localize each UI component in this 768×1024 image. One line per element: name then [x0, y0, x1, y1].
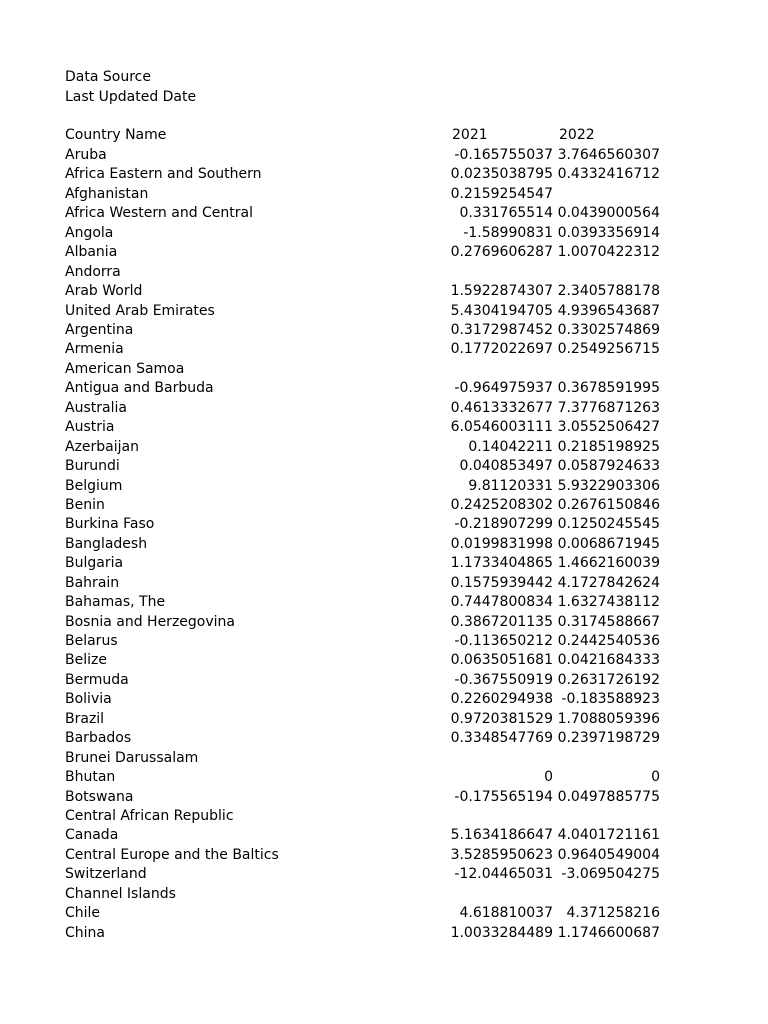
- country-name-cell: Barbados: [65, 730, 132, 747]
- value-2021-cell: -0.367550919: [454, 671, 553, 688]
- table-row: [0, 321, 768, 340]
- header-year-2022: 2022: [559, 127, 595, 143]
- table-row: [0, 671, 768, 690]
- value-2022-cell: 0.1250245545: [557, 516, 660, 533]
- value-2022-cell: 2.3405788178: [557, 283, 660, 300]
- table-row: [0, 340, 768, 359]
- table-row: [0, 885, 768, 904]
- country-name-cell: Burkina Faso: [65, 516, 155, 533]
- value-2021-cell: 0.2769606287: [450, 244, 553, 261]
- table-row: [0, 904, 768, 923]
- table-row: [0, 613, 768, 632]
- country-name-cell: Benin: [65, 496, 105, 513]
- data-source-label: Data Source: [65, 69, 151, 85]
- table-row: [0, 379, 768, 398]
- value-2022-cell: 0.2549256715: [557, 341, 660, 358]
- value-2021-cell: 0.0235038795: [450, 166, 553, 183]
- value-2021-cell: -0.175565194: [454, 788, 553, 805]
- table-row: [0, 846, 768, 865]
- header-year-2021: 2021: [452, 127, 488, 143]
- value-2022-cell: 0.9640549004: [557, 846, 660, 863]
- country-name-cell: Bahrain: [65, 574, 120, 591]
- value-2021-cell: -0.165755037: [454, 147, 553, 163]
- table-row: [0, 690, 768, 709]
- country-name-cell: Switzerland: [65, 866, 147, 883]
- country-name-cell: Central Europe and the Baltics: [65, 846, 279, 863]
- table-row: [0, 146, 768, 165]
- table-row: [0, 263, 768, 282]
- country-name-cell: Bermuda: [65, 671, 129, 688]
- country-name-cell: Belarus: [65, 633, 118, 649]
- country-name-cell: Arab World: [65, 283, 143, 300]
- value-2022-cell: 0.3174588667: [557, 613, 660, 630]
- value-2021-cell: 5.4304194705: [450, 302, 553, 319]
- value-2021-cell: -0.113650212: [454, 633, 553, 649]
- country-name-cell: Bosnia and Herzegovina: [65, 613, 235, 630]
- value-2021-cell: 0.3867201135: [450, 613, 553, 630]
- table-row: [0, 710, 768, 729]
- country-name-cell: Canada: [65, 827, 119, 844]
- country-name-cell: Chile: [65, 905, 101, 922]
- value-2022-cell: 0.0068671945: [557, 535, 660, 552]
- value-2022-cell: 0.2676150846: [557, 496, 660, 513]
- country-name-cell: Austria: [65, 419, 115, 436]
- value-2021-cell: 0.14042211: [468, 438, 553, 455]
- value-2021-cell: 0.3348547769: [450, 730, 553, 747]
- country-name-cell: Angola: [65, 224, 114, 241]
- table-row: [0, 865, 768, 884]
- value-2022-cell: 1.6327438112: [557, 594, 660, 611]
- country-name-cell: Australia: [65, 399, 127, 416]
- table-row: [0, 477, 768, 496]
- value-2022-cell: 0.0439000564: [557, 205, 660, 222]
- value-2022-cell: 0.0393356914: [557, 224, 660, 241]
- value-2021-cell: 0.4613332677: [450, 399, 553, 416]
- value-2021-cell: 0.0199831998: [450, 535, 553, 552]
- country-name-cell: Africa Eastern and Southern: [65, 166, 262, 183]
- value-2022-cell: 5.9322903306: [557, 477, 660, 494]
- last-updated-label: Last Updated Date: [65, 89, 197, 105]
- table-row: [0, 302, 768, 321]
- value-2022-cell: 0.2631726192: [557, 671, 660, 688]
- value-2021-cell: 9.81120331: [468, 477, 553, 494]
- value-2021-cell: 6.0546003111: [450, 419, 553, 436]
- value-2021-cell: -12.04465031: [454, 866, 553, 883]
- country-name-cell: Bangladesh: [65, 535, 148, 552]
- value-2022-cell: 0: [651, 769, 660, 786]
- value-2021-cell: -1.58990831: [463, 224, 553, 241]
- table-row: [0, 826, 768, 845]
- country-name-cell: Bhutan: [65, 769, 116, 786]
- table-row: [0, 399, 768, 418]
- value-2022-cell: 3.0552506427: [557, 419, 660, 436]
- country-name-cell: Aruba: [65, 147, 107, 163]
- value-2022-cell: 0.2442540536: [557, 633, 660, 649]
- value-2022-cell: 4.371258216: [566, 905, 660, 922]
- country-name-cell: Belize: [65, 652, 107, 669]
- value-2021-cell: 1.1733404865: [450, 555, 553, 572]
- table-row: [0, 282, 768, 301]
- value-2021-cell: 0.2425208302: [450, 496, 553, 513]
- value-2021-cell: 0.2260294938: [450, 691, 553, 708]
- country-name-cell: Azerbaijan: [65, 438, 139, 455]
- table-row: [0, 574, 768, 593]
- country-name-cell: Antigua and Barbuda: [65, 380, 214, 397]
- value-2021-cell: 0.1772022697: [450, 341, 553, 358]
- value-2022-cell: 0.0421684333: [557, 652, 660, 669]
- table-row: [0, 224, 768, 243]
- table-row: [0, 185, 768, 204]
- country-name-cell: Channel Islands: [65, 885, 176, 902]
- value-2022-cell: 0.3302574869: [557, 322, 660, 338]
- table-row: [0, 438, 768, 457]
- table-row: [0, 593, 768, 612]
- value-2022-cell: 1.1746600687: [557, 924, 660, 941]
- value-2022-cell: 0.2185198925: [557, 438, 660, 455]
- country-name-cell: Andorra: [65, 263, 121, 280]
- table-row: [0, 243, 768, 262]
- country-name-cell: China: [65, 924, 105, 941]
- value-2021-cell: 4.618810037: [459, 905, 553, 922]
- value-2021-cell: -0.964975937: [454, 380, 553, 397]
- country-name-cell: Albania: [65, 244, 118, 261]
- country-name-cell: Brunei Darussalam: [65, 749, 199, 766]
- table-row: [0, 457, 768, 476]
- country-name-cell: Bulgaria: [65, 555, 124, 572]
- country-name-cell: Armenia: [65, 341, 124, 358]
- table-row: [0, 651, 768, 670]
- country-name-cell: Bolivia: [65, 691, 112, 708]
- table-row: [0, 165, 768, 184]
- country-name-cell: Central African Republic: [65, 808, 234, 824]
- value-2022-cell: 1.7088059396: [557, 710, 660, 727]
- table-row: [0, 496, 768, 515]
- value-2022-cell: 0.0587924633: [557, 458, 660, 474]
- table-row: [0, 632, 768, 651]
- value-2022-cell: 7.3776871263: [557, 399, 660, 416]
- value-2022-cell: 0.3678591995: [557, 380, 660, 397]
- table-header-row: [0, 126, 768, 145]
- value-2022-cell: 0.4332416712: [557, 166, 660, 183]
- country-name-cell: Bahamas, The: [65, 594, 166, 611]
- value-2022-cell: 4.9396543687: [557, 302, 660, 319]
- value-2021-cell: 0.9720381529: [450, 710, 553, 727]
- value-2021-cell: 0.040853497: [459, 458, 553, 474]
- country-name-cell: Belgium: [65, 477, 123, 494]
- country-name-cell: Africa Western and Central: [65, 205, 254, 222]
- country-name-cell: Brazil: [65, 710, 105, 727]
- country-name-cell: Argentina: [65, 322, 134, 338]
- value-2021-cell: 5.1634186647: [450, 827, 553, 844]
- table-row: [0, 729, 768, 748]
- value-2021-cell: 0.7447800834: [450, 594, 553, 611]
- table-row: [0, 515, 768, 534]
- country-name-cell: American Samoa: [65, 360, 185, 377]
- value-2021-cell: 0.0635051681: [450, 652, 553, 669]
- value-2021-cell: 0.1575939442: [450, 574, 553, 591]
- table-row: [0, 924, 768, 943]
- value-2021-cell: 1.0033284489: [450, 924, 553, 941]
- country-name-cell: Burundi: [65, 458, 120, 474]
- value-2022-cell: 3.7646560307: [557, 147, 660, 163]
- value-2022-cell: 0.2397198729: [557, 730, 660, 747]
- value-2022-cell: -0.183588923: [561, 691, 660, 708]
- value-2021-cell: 1.5922874307: [450, 283, 553, 300]
- country-name-cell: Botswana: [65, 788, 134, 805]
- value-2022-cell: 1.0070422312: [557, 244, 660, 261]
- table-row: [0, 788, 768, 807]
- value-2022-cell: 0.0497885775: [557, 788, 660, 805]
- table-row: [0, 535, 768, 554]
- value-2021-cell: -0.218907299: [454, 516, 553, 533]
- table-row: [0, 807, 768, 826]
- header-country-name: Country Name: [65, 127, 167, 143]
- country-name-cell: United Arab Emirates: [65, 302, 215, 319]
- table-row: [0, 554, 768, 573]
- value-2021-cell: 0.2159254547: [450, 185, 553, 202]
- value-2022-cell: 4.0401721161: [557, 827, 660, 844]
- value-2022-cell: 4.1727842624: [557, 574, 660, 591]
- value-2021-cell: 3.5285950623: [450, 846, 553, 863]
- table-row: [0, 204, 768, 223]
- value-2021-cell: 0.331765514: [459, 205, 553, 222]
- value-2022-cell: -3.069504275: [561, 866, 660, 883]
- table-row: [0, 749, 768, 768]
- table-row: [0, 418, 768, 437]
- value-2022-cell: 1.4662160039: [557, 555, 660, 572]
- value-2021-cell: 0: [544, 769, 553, 786]
- country-name-cell: Afghanistan: [65, 185, 149, 202]
- value-2021-cell: 0.3172987452: [450, 322, 553, 338]
- table-row: [0, 360, 768, 379]
- table-row: [0, 768, 768, 787]
